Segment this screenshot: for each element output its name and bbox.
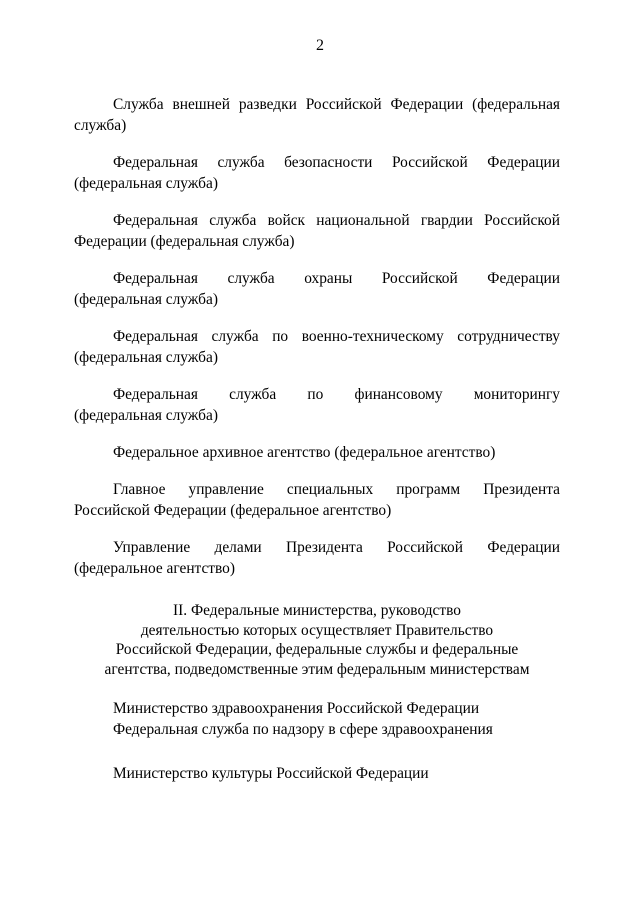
entry-line: Федеральная служба войск национальной гвардии Российской — [113, 212, 560, 229]
section-heading-line: деятельностью которых осуществляет Правительство — [140, 621, 494, 639]
list-item — [74, 479, 560, 500]
entry-line: (федеральная служба) — [74, 291, 218, 308]
list-item — [74, 537, 560, 558]
section-heading — [74, 601, 560, 679]
entry-line: (федеральное агентство) — [74, 560, 236, 577]
page-number: 2 — [316, 37, 324, 54]
entry-line: Федеральная служба по военно-техническому сотрудничеству — [113, 328, 560, 345]
list-item — [74, 268, 560, 289]
document-body — [74, 94, 560, 807]
entry-line: Федеральная служба охраны Российской Федерации — [113, 270, 560, 287]
list-group — [74, 763, 560, 784]
list-item — [74, 384, 560, 405]
list-item — [74, 210, 560, 231]
entry-line: Российской Федерации (федеральное агентство) — [74, 502, 392, 519]
list-item — [74, 442, 560, 463]
list-item-continuation — [74, 405, 560, 426]
entry-line: Федеральная служба по финансовому мониторингу — [113, 386, 560, 403]
entry-line: Федеральное архивное агентство (федеральное агентство) — [113, 444, 496, 461]
entry-line: Федерации (федеральная служба) — [74, 233, 295, 250]
list-item-continuation — [74, 115, 560, 136]
entry-line: (федеральная служба) — [74, 175, 218, 192]
group-line: Федеральная служба по надзору в сфере здравоохранения — [113, 721, 493, 738]
section-heading-line: Российской Федерации, федеральные службы и федеральные — [115, 641, 519, 658]
entry-line: Федеральная служба безопасности Российской Федерации — [113, 154, 560, 171]
list-item-continuation — [74, 347, 560, 368]
section-heading-line: агентства, подведомственные этим федеральным министерствам — [104, 660, 530, 678]
group-line: Министерство культуры Российской Федерации — [113, 765, 429, 782]
entry-line: (федеральная служба) — [74, 407, 218, 424]
entry-line: Служба внешней разведки Российской Федерации (федеральная — [113, 96, 560, 113]
entry-line: (федеральная служба) — [74, 349, 218, 366]
entry-line: служба) — [74, 117, 127, 134]
group-line: Министерство здравоохранения Российской Федерации — [113, 700, 480, 717]
list-item — [74, 152, 560, 173]
list-item-continuation — [74, 289, 560, 310]
section-heading-line: II. Федеральные министерства, руководство — [173, 602, 461, 619]
list-item-continuation — [74, 558, 560, 579]
list-item-continuation — [74, 173, 560, 194]
list-item-continuation — [74, 500, 560, 521]
list-item-continuation — [74, 231, 560, 252]
list-item — [74, 94, 560, 115]
list-item — [74, 326, 560, 347]
entry-line: Управление делами Президента Российской Федерации — [113, 539, 560, 556]
list-group — [74, 698, 560, 740]
entry-line: Главное управление специальных программ Президента — [113, 481, 560, 498]
